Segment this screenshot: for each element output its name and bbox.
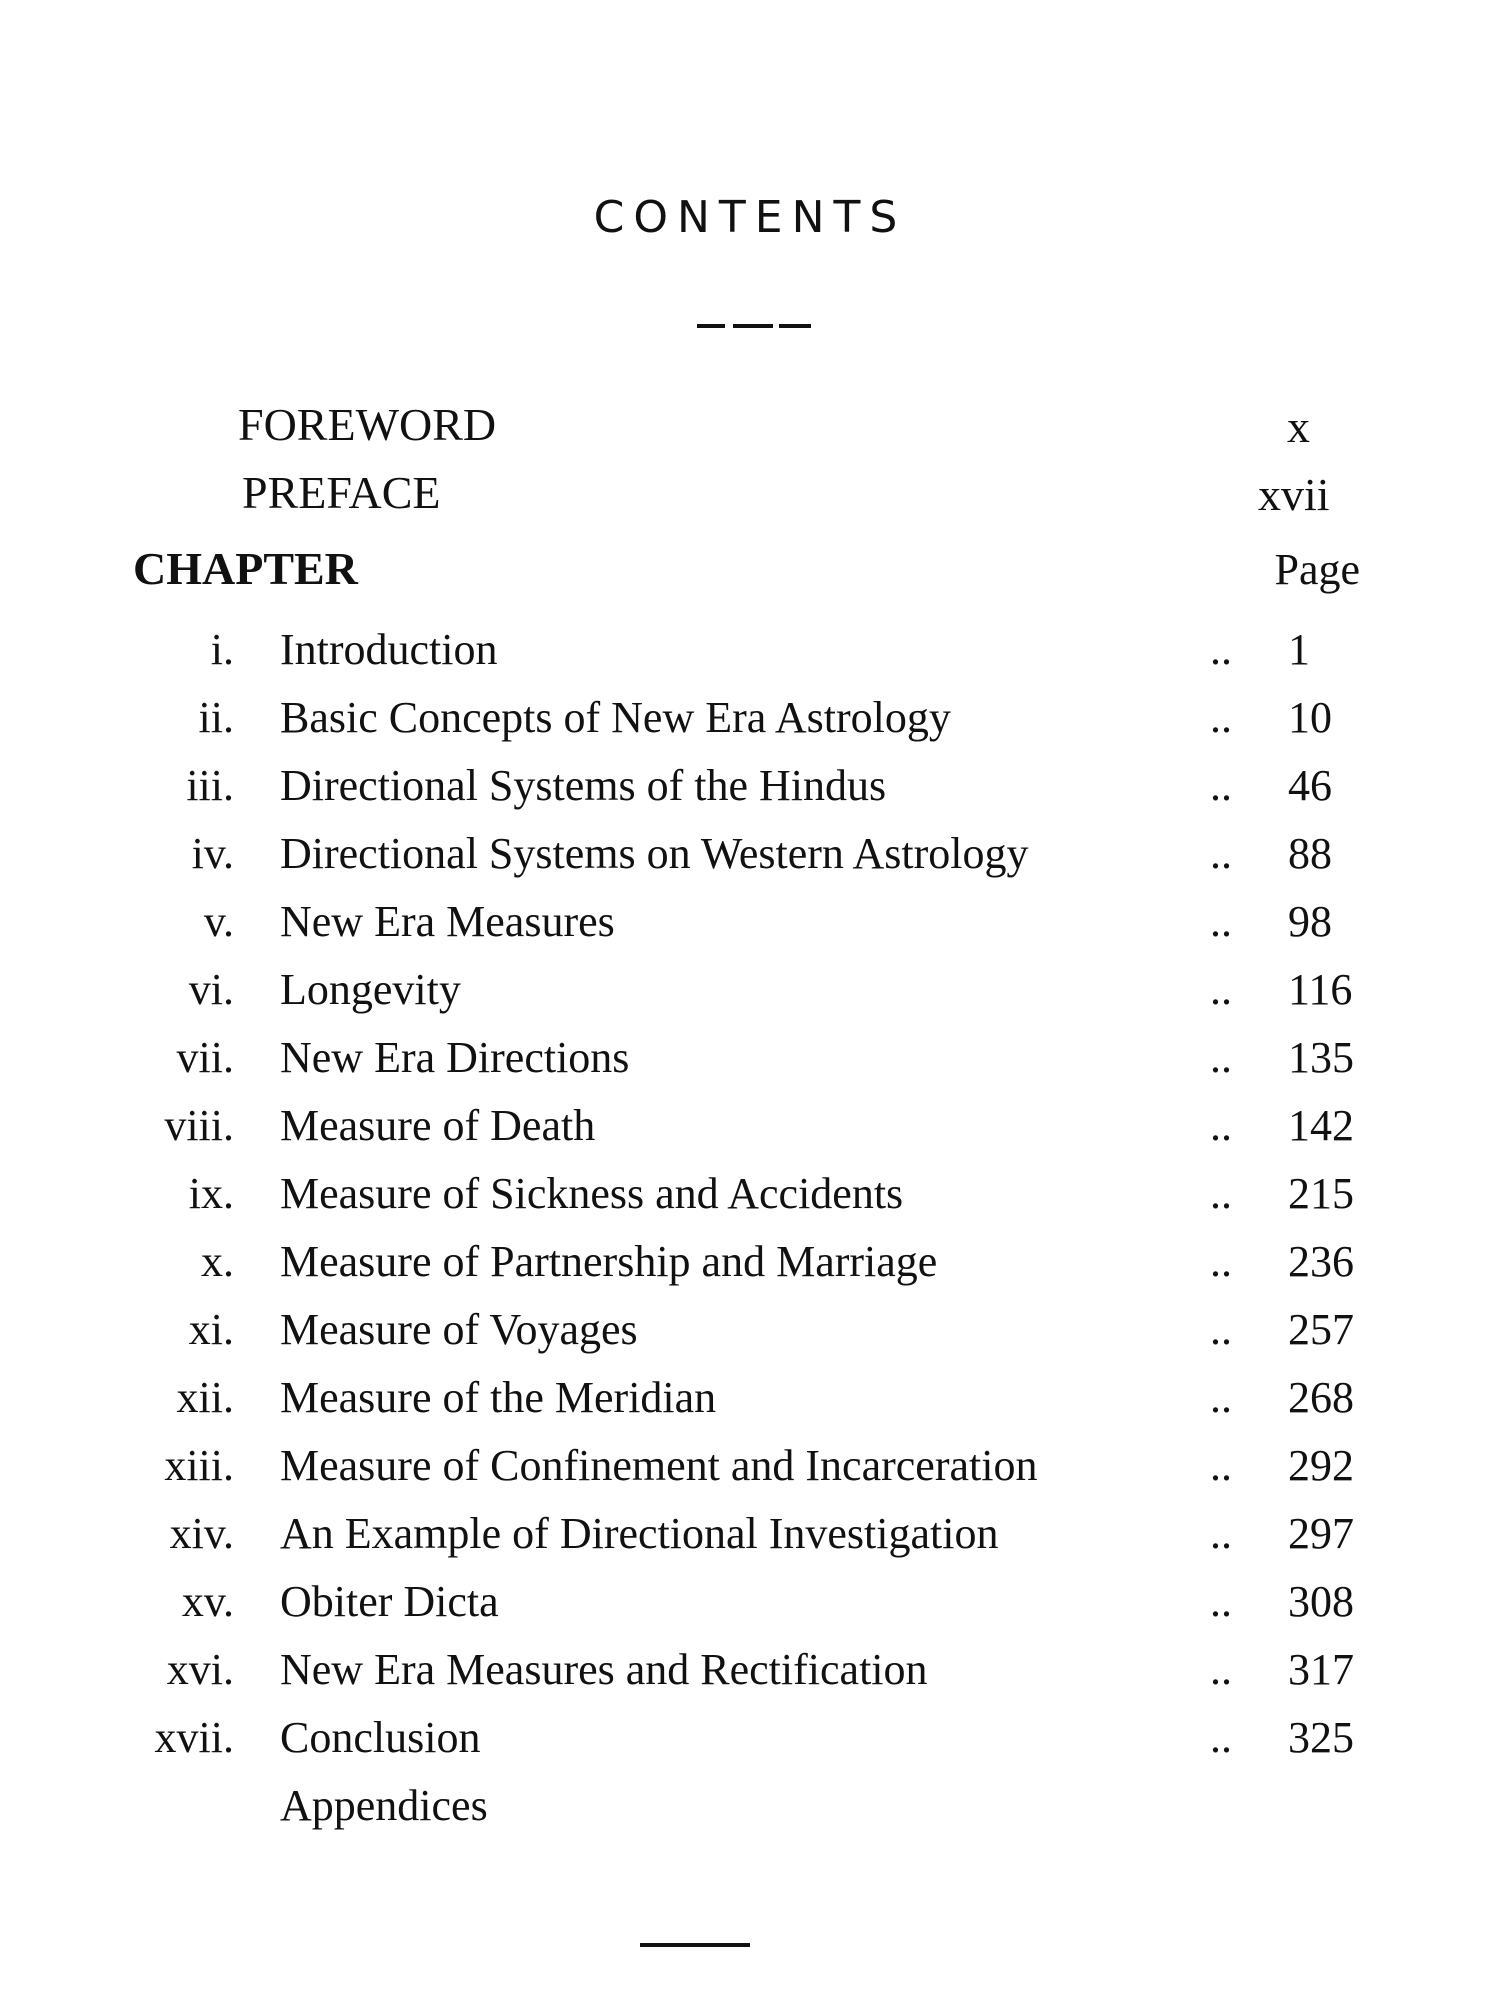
table-row <box>0 1092 1500 1160</box>
leader-dots: .. <box>1210 829 1232 878</box>
chapter-page: 257 <box>1288 1305 1354 1354</box>
chapter-number: iv. <box>191 829 234 878</box>
chapter-page: 116 <box>1288 965 1353 1014</box>
chapter-number: xv. <box>181 1577 234 1626</box>
leader-dots: .. <box>1210 1713 1232 1762</box>
chapter-page: 142 <box>1288 1101 1354 1150</box>
leader-dots: .. <box>1210 1577 1232 1626</box>
chapter-title: Appendices <box>280 1781 488 1830</box>
leader-dots: .. <box>1210 625 1232 674</box>
table-row <box>0 888 1500 956</box>
chapter-title: Measure of Partnership and Marriage <box>280 1237 938 1286</box>
table-row <box>0 616 1500 684</box>
leader-dots: .. <box>1210 1645 1232 1694</box>
chapter-number: viii. <box>164 1101 234 1150</box>
chapter-number: v. <box>203 897 234 946</box>
title-rule-segment-3 <box>779 324 811 328</box>
chapter-title: Measure of Confinement and Incarceration <box>280 1441 1038 1490</box>
table-row <box>0 1432 1500 1500</box>
leader-dots: .. <box>1210 1237 1232 1286</box>
leader-dots: .. <box>1210 1101 1232 1150</box>
chapter-page: 88 <box>1288 829 1332 878</box>
chapter-page: 236 <box>1288 1237 1354 1286</box>
table-row <box>0 1228 1500 1296</box>
leader-dots: .. <box>1210 761 1232 810</box>
chapter-number: xii. <box>176 1373 234 1422</box>
chapter-number: xvii. <box>154 1713 234 1762</box>
chapter-page: 215 <box>1288 1169 1354 1218</box>
chapter-number: xvi. <box>166 1645 234 1694</box>
chapter-title: Conclusion <box>280 1713 481 1762</box>
table-row <box>0 684 1500 752</box>
table-row <box>0 820 1500 888</box>
chapter-number: xiii. <box>164 1441 234 1490</box>
chapter-page: 308 <box>1288 1577 1354 1626</box>
table-row <box>0 1024 1500 1092</box>
chapter-number: ix. <box>188 1169 234 1218</box>
leader-dots: .. <box>1210 965 1232 1014</box>
table-row <box>0 1500 1500 1568</box>
chapter-title: Measure of Voyages <box>280 1305 638 1354</box>
chapter-page: 46 <box>1288 761 1332 810</box>
chapter-number: vii. <box>176 1033 234 1082</box>
leader-dots: .. <box>1210 1373 1232 1422</box>
leader-dots: .. <box>1210 693 1232 742</box>
table-row <box>0 752 1500 820</box>
foreword-page: x <box>1287 401 1310 452</box>
chapter-title: New Era Measures <box>280 897 615 946</box>
chapter-page: 135 <box>1288 1033 1354 1082</box>
chapter-page: 98 <box>1288 897 1332 946</box>
chapter-number: i. <box>210 625 234 674</box>
chapter-page: 10 <box>1288 693 1332 742</box>
preface-label: PREFACE <box>242 467 441 518</box>
chapter-number: x. <box>201 1237 234 1286</box>
chapter-number: xiv. <box>169 1509 234 1558</box>
chapter-number: xi. <box>188 1305 234 1354</box>
table-row <box>0 1364 1500 1432</box>
chapter-title: New Era Measures and Rectification <box>280 1645 928 1694</box>
chapter-number: ii. <box>198 693 234 742</box>
table-row <box>0 1636 1500 1704</box>
leader-dots: .. <box>1210 897 1232 946</box>
table-row <box>0 1160 1500 1228</box>
table-row <box>0 1296 1500 1364</box>
chapter-page: 1 <box>1288 625 1310 674</box>
chapter-title: Directional Systems of the Hindus <box>280 761 887 810</box>
leader-dots: .. <box>1210 1169 1232 1218</box>
leader-dots: .. <box>1210 1033 1232 1082</box>
chapter-page: 292 <box>1288 1441 1354 1490</box>
chapter-title: Measure of Sickness and Accidents <box>280 1169 904 1218</box>
table-row <box>0 1772 1500 1840</box>
table-row <box>0 1568 1500 1636</box>
table-row <box>0 956 1500 1024</box>
chapter-title: An Example of Directional Investigation <box>280 1509 999 1558</box>
table-row <box>0 1704 1500 1772</box>
chapter-title: Basic Concepts of New Era Astrology <box>280 693 951 742</box>
chapter-number: iii. <box>186 761 234 810</box>
chapter-number: vi. <box>188 965 234 1014</box>
chapter-title: Measure of the Meridian <box>280 1373 717 1422</box>
chapter-title: Obiter Dicta <box>280 1577 499 1626</box>
page-title: CONTENTS <box>593 192 907 243</box>
preface-page: xvii <box>1258 469 1330 520</box>
chapter-title: Introduction <box>280 625 498 674</box>
chapter-page: 325 <box>1288 1713 1354 1762</box>
chapter-title: Measure of Death <box>280 1101 596 1150</box>
title-rule-segment-1 <box>697 324 725 328</box>
chapter-title: Longevity <box>280 965 461 1014</box>
chapter-page: 268 <box>1288 1373 1354 1422</box>
leader-dots: .. <box>1210 1441 1232 1490</box>
chapter-page: 297 <box>1288 1509 1354 1558</box>
chapter-column-header: CHAPTER <box>133 543 358 594</box>
title-rule-segment-2 <box>733 324 773 328</box>
bottom-rule <box>640 1943 750 1947</box>
chapter-title: New Era Directions <box>280 1033 630 1082</box>
foreword-label: FOREWORD <box>238 399 497 450</box>
leader-dots: .. <box>1210 1305 1232 1354</box>
chapter-page: 317 <box>1288 1645 1354 1694</box>
page-column-header: Page <box>1274 545 1360 594</box>
chapter-title: Directional Systems on Western Astrology <box>280 829 1029 878</box>
leader-dots: .. <box>1210 1509 1232 1558</box>
